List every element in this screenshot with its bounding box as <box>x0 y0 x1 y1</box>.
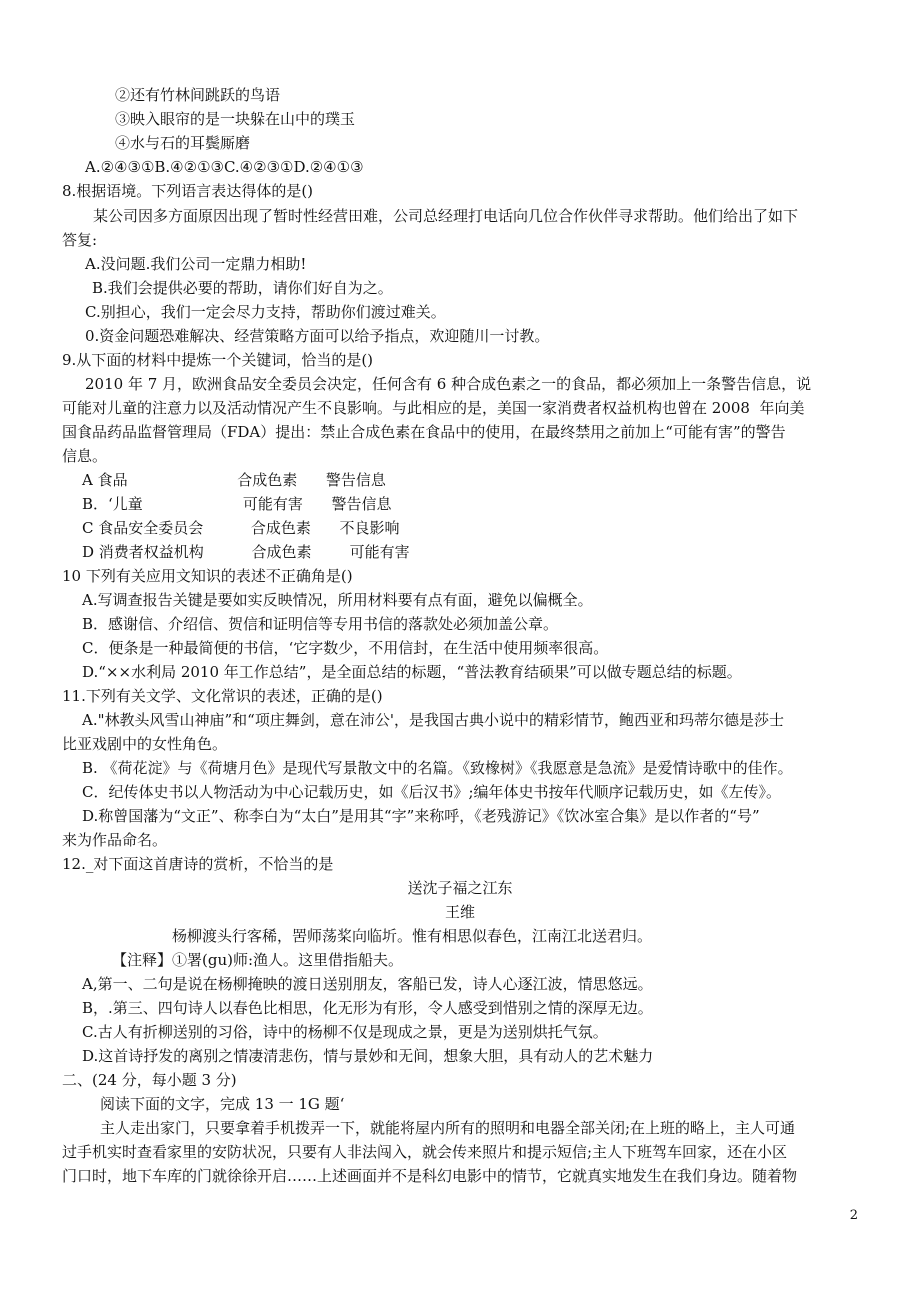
text-line: ④水与石的耳鬓厮磨 <box>115 134 251 152</box>
option-line: A 食品 合成色素 警告信息 <box>82 471 386 489</box>
option-line: A.写调查报告关键是要如实反映情况，所用材料要有点有面，避免以偏概全。 <box>82 591 593 609</box>
option-line: B，.第三、四句诗人以春色比相思，化无形为有形，令人感受到惜别之情的深厚无边。 <box>82 999 653 1017</box>
option-line: B.我们会提供必要的帮助，请你们好自为之。 <box>92 279 393 297</box>
option-line: B．‘儿童 可能有害 警告信息 <box>82 495 392 513</box>
option-line: A."林教头风雪山神庙”和“项庄舞剑，意在沛公'，是我国古典小说中的精彩情节，鲍西亚和玛蒂尔德是莎士 <box>82 711 784 729</box>
text-line: 来为作品命名。 <box>62 831 168 849</box>
question-heading: 12._对下面这首唐诗的赏析，不恰当的是 <box>62 855 334 873</box>
poem-author: 王维 <box>444 903 475 921</box>
option-line: B．感谢信、介绍信、贺信和证明信等专用书信的落款处必须加盖公章。 <box>82 615 559 633</box>
option-line: D.这首诗抒发的离别之情凄清悲伤，情与景妙和无间，想象大胆，具有动人的艺术魅力 <box>82 1047 654 1065</box>
poem-note: 【注释】①署(gu)师:渔人。这里借指船夫。 <box>112 951 404 969</box>
text-line: 国食品药品监督管理局（FDA）提出：禁止合成色素在食品中的使用，在最终禁用之前加上“可能有害”的警告 <box>62 423 786 441</box>
poem-title: 送沈子福之江东 <box>407 879 513 897</box>
page-number: 2 <box>849 1208 858 1223</box>
poem-body: 杨柳渡头行客稀，罟师荡桨向临圻。惟有相思似春色，江南江北送君归。 <box>172 927 653 945</box>
text-line: 比亚戏剧中的女性角色。 <box>62 735 228 753</box>
text-line: A.②④③①B.④②①③C.④②③①D.②④①③ <box>85 158 364 176</box>
question-heading: 8.根据语境。下列语言表达得体的是() <box>62 182 314 200</box>
option-line: C．便条是一种最简便的书信，‘它字数少，不用信封，在生活中使用频率很高。 <box>82 639 609 657</box>
option-line: 0.资金问题恐难解决、经营策略方面可以给予指点，欢迎随川一讨教。 <box>85 327 550 345</box>
question-heading: 10 下列有关应用文知识的表述不正确角是() <box>62 567 353 585</box>
question-heading: 11.下列有关文学、文化常识的表述，正确的是() <box>62 687 383 705</box>
option-line: D.称曾国藩为“文正”、称李白为“太白”是用其“字”来称呼，《老残游记》《饮冰室合集》是以作者的“号” <box>82 807 760 825</box>
option-line: D 消费者权益机构 合成色素 可能有害 <box>82 543 410 561</box>
option-line: B. 《荷花淀》与《荷塘月色》是现代写景散文中的名篇。《致橡树》《我愿意是急流》是爱情诗歌中的佳作。 <box>82 759 793 777</box>
text-line: 主人走出家门，只要拿着手机拨弄一下，就能将屋内所有的照明和电器全部关闭;在上班的略上，主人可通 <box>100 1119 796 1137</box>
text-line: ②还有竹林间跳跃的鸟语 <box>115 86 281 104</box>
text-line: ③映入眼帘的是一块躲在山中的璞玉 <box>115 110 356 128</box>
text-line: 某公司因多方面原因出现了暂时性经营田难，公司总经理打电话向几位合作伙伴寻求帮助。他们给出了如下 <box>93 207 799 225</box>
option-line: A.没问题.我们公司一定鼎力相助! <box>85 255 307 273</box>
text-line: 过手机实时查看家里的安防状况，只要有人非法闯入，就会传来照片和提示短信;主人下班驾车回家，还在小区 <box>62 1143 788 1161</box>
text-line: 可能对儿童的注意力以及活动情况产生不良影响。与此相应的是，美国一家消费者权益机构也曾在 2008 年向美 <box>62 399 805 417</box>
option-line: C.古人有折柳送别的习俗，诗中的杨柳不仅是现成之景，更是为送别烘托气氛。 <box>82 1023 608 1041</box>
option-line: C.别担心，我们一定会尽力支持，帮助你们渡过难关。 <box>85 303 446 321</box>
text-line: 答复: <box>62 231 98 249</box>
text-line: 信息。 <box>62 447 108 465</box>
option-line: C 食品安全委员会 合成色素 不良影响 <box>82 519 400 537</box>
question-heading: 9.从下面的材料中提炼一个关键词，恰当的是() <box>62 351 374 369</box>
section-heading: 二、(24 分，每小题 3 分) <box>62 1071 237 1089</box>
text-line: 2010 年 7 月，欧洲食品安全委员会决定，任何含有 6 种合成色素之一的食品，都必须加上一条警告信息，说 <box>85 375 812 393</box>
option-line: C．纪传体史书以人物活动为中心记载历史，如《后汉书》;编年体史书按年代顺序记载历史，如《左传》。 <box>82 783 782 801</box>
option-line: D.“××水利局 2010 年工作总结”，是全面总结的标题，“普法教育结硕果”可以做专题总结的标题。 <box>82 663 742 681</box>
text-line: 门口时，地下车库的门就徐徐开启……上述画面并不是科幻电影中的情节，它就真实地发生在我们身边。随着物 <box>62 1167 798 1185</box>
text-line: 阅读下面的文字，完成 13 一 1G 题‘ <box>100 1095 345 1113</box>
option-line: A,第一、二句是说在杨柳掩映的渡日送别朋友，客船已发，诗人心逐江波，情思悠远。 <box>82 975 653 993</box>
